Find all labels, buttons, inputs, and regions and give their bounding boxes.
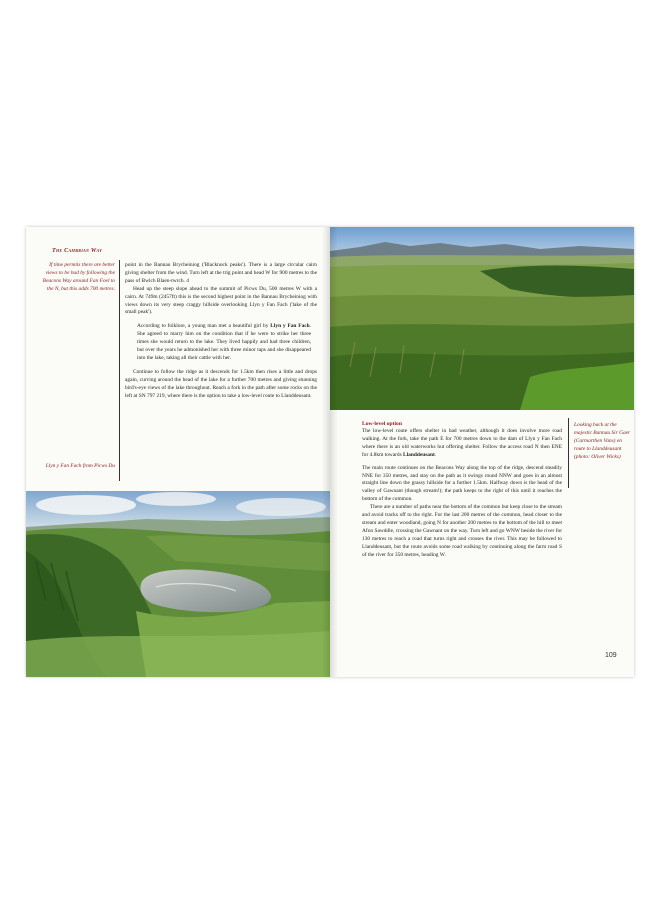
right-body-text (362, 420, 562, 560)
margin-note: If time permits there are better views to be had by following the Beacons Way around Fan Foel to the N, but this adds 700 metres. (42, 262, 115, 292)
paragraph: There are a number of paths near the bottom of the common but keep close to the stream and avoid tracks off to the right. For the last 200 metres of the common, head closer to the stream and enter woodland, going N for another 200 metres to the bottom of the hill to meet Afon Sawddle, crossing the Gawnant on the way. Turn left and go WNW beside the river for 130 metres to reach a road that turns right and crosses the river. This may be followed to Llanddeusant, but the route avoids some road walking by continuing along the farm road S of the river for 350 metres, heading W. (362, 504, 562, 558)
paragraph-end: . (434, 451, 437, 458)
paragraph: Head up the steep slope ahead to the summit of Picws Du, 500 metres W with a cairn. At 749m (2457ft) this is the second highest point in the Bannau Brycheiniog with views down its very steep craggy hillside overlooking Llyn y Fan Fach ('lake of the small peak'). (125, 285, 317, 316)
section-subhead: Low-level option (362, 421, 402, 427)
paragraph-text: The low-level route offers shelter in bad weather, although it does involve more road walking. At the fork, take the path E for 700 metres down to the dam of Llyn y Fan Fach where there is an old waterworks hut offering shelter. Follow the access road N then ENE for 4.8km towards (362, 428, 562, 458)
photo-caption: Looking back at the majestic Bannau Sir Gaer (Carmarthen Vans) en route to Llanddeusant (photo: Oliver Wicks) (574, 422, 631, 460)
paragraph: The main route continues on the Beacons Way along the top of the ridge, descend steadily NNE for 350 metres, and stay on the path as it swings round NNW and goes in an almost straight line down the grassy hillside for a further 1.5km. Halfway down is the head of the valley of Gawnant (though stream!); the path keeps to the right of this until it reaches the bottom of the common. (362, 464, 562, 503)
left-page (26, 227, 330, 677)
place-name: Llanddeusant (403, 451, 435, 458)
lake-photo (26, 491, 330, 677)
running-head: The Cambrian Way (52, 248, 103, 254)
right-page (330, 227, 634, 677)
margin-rule (119, 260, 120, 481)
left-body-text (125, 262, 317, 401)
folklore-text: According to folklore, a young man met a beautiful girl by (137, 323, 271, 330)
paragraph: Continue to follow the ridge as it descends for 1.5km then rises a little and drops again, curving around the head of the lake for a further 700 metres and giving stunning bird's-eye views of the lake throughout. Reach a fork in the path after some rocks on the left at SN 797 219, where there is the option to take a low-level route to Llanddeusant. (125, 368, 317, 399)
book-spread (26, 227, 634, 677)
landscape-photo (330, 227, 634, 410)
photo-caption: Llyn y Fan Fach from Picws Du (45, 463, 115, 469)
page-number: 109 (605, 652, 617, 659)
folklore-text-cont: . She agreed to marry him on the condition that if he were to strike her three times she would return to the lake. They lived happily and had three children, but over the years he admonished her with three minor taps and she disappeared into the lake, taking all their cattle with her. (137, 323, 312, 361)
folklore-lake-name: Llyn y Fan Fach (270, 323, 310, 330)
margin-rule (568, 418, 569, 488)
folklore-paragraph (137, 323, 311, 363)
paragraph (362, 428, 562, 460)
paragraph: point in the Bannau Brycheiniog ('Blacknock peaks'). There is a large circular cairn giving shelter from the wind. Turn left at the trig point and head W for 900 metres to the pass of Bwlch Blaen-twrch. 4 (125, 262, 317, 284)
